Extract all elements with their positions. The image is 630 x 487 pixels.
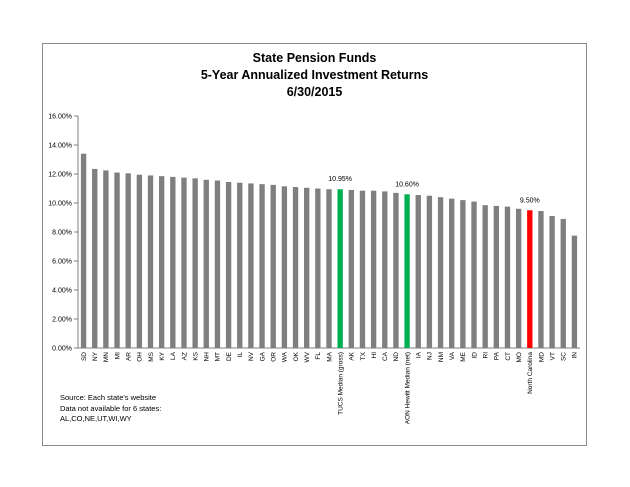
x-category-label: HI [370, 352, 378, 359]
x-category-label: GA [259, 352, 267, 362]
bar [360, 191, 365, 348]
title-line-1: State Pension Funds [252, 51, 377, 65]
bar [404, 194, 409, 348]
x-category-label: IN [571, 352, 579, 359]
bar [371, 191, 376, 348]
x-category-label: WA [281, 352, 289, 363]
bar [471, 202, 476, 348]
bar [349, 190, 354, 348]
bar [572, 236, 577, 348]
x-category-label: MS [147, 352, 155, 362]
y-tick-label: 8.00% [52, 229, 72, 237]
x-category-label: IL [237, 352, 245, 358]
bar [538, 211, 543, 348]
x-category-label: PA [493, 352, 501, 361]
bar [103, 170, 108, 348]
data-label: 10.95% [328, 176, 353, 184]
bar [259, 184, 264, 348]
bar [271, 185, 276, 348]
x-category-label: TX [359, 352, 367, 361]
x-category-label: AR [125, 352, 133, 362]
x-category-label: DE [225, 352, 233, 362]
bar [505, 207, 510, 348]
missing-states-line: AL,CO,NE,UT,WI,WY [60, 414, 132, 423]
y-tick-label: 2.00% [52, 316, 72, 324]
x-category-label: CA [382, 352, 390, 362]
bar [315, 189, 320, 349]
x-category-label: TUCS Median (gross) [337, 352, 345, 415]
x-category-label: SD [80, 352, 88, 362]
bar [148, 175, 153, 348]
y-tick-label: 12.00% [48, 171, 72, 179]
bar [293, 187, 298, 348]
x-category-label: KY [158, 352, 166, 361]
bar [114, 173, 119, 348]
bar [549, 216, 554, 348]
x-category-label: ND [393, 352, 401, 362]
x-category-label: IA [415, 352, 423, 359]
x-category-label: MN [103, 352, 111, 363]
x-category-label: AON Hewitt Median (net) [404, 352, 412, 425]
bar [561, 219, 566, 348]
y-tick-label: 14.00% [48, 142, 72, 150]
x-category-label: VT [549, 352, 557, 361]
x-category-label: VA [449, 352, 457, 361]
y-tick-label: 10.00% [48, 200, 72, 208]
bar [494, 206, 499, 348]
bar [248, 183, 253, 348]
bar [416, 195, 421, 348]
y-tick-label: 6.00% [52, 258, 72, 266]
bar [516, 209, 521, 348]
source-note [60, 393, 161, 425]
bar [449, 199, 454, 348]
bar [181, 178, 186, 348]
bar [226, 182, 231, 348]
bar [337, 189, 342, 348]
x-category-label: AK [348, 352, 356, 361]
x-category-label: OR [270, 352, 278, 362]
bar [81, 154, 86, 348]
y-tick-label: 0.00% [52, 345, 72, 353]
bar [92, 169, 97, 348]
bar [527, 210, 532, 348]
bar [137, 175, 142, 348]
bar [460, 200, 465, 348]
title-line-3: 6/30/2015 [286, 85, 343, 99]
bar [126, 173, 131, 348]
source-line: Source: Each state's website [60, 393, 157, 402]
x-category-label: ME [460, 352, 468, 362]
x-category-label: North Carolina [527, 352, 535, 394]
x-category-label: KS [192, 352, 200, 361]
y-tick-label: 4.00% [52, 287, 72, 295]
x-category-label: MO [515, 352, 523, 363]
x-category-label: MI [114, 352, 122, 360]
bar [192, 178, 197, 348]
x-category-label: OH [136, 352, 144, 362]
x-category-label: LA [170, 352, 178, 360]
x-category-label: MA [326, 352, 334, 362]
x-category-label: FL [315, 352, 323, 360]
x-category-label: ID [471, 352, 479, 359]
bar [438, 197, 443, 348]
x-category-label: WV [303, 352, 311, 363]
bar [382, 191, 387, 348]
bar [282, 186, 287, 348]
x-category-label: MT [214, 352, 222, 362]
x-category-label: NY [92, 352, 100, 362]
bar [159, 176, 164, 348]
x-category-label: AZ [181, 352, 189, 361]
x-category-label: NJ [426, 352, 434, 360]
title-line-2: 5-Year Annualized Investment Returns [200, 68, 429, 82]
bar [427, 196, 432, 348]
x-category-label: CT [504, 352, 512, 361]
x-category-label: SC [560, 352, 568, 362]
data-label: 9.50% [519, 197, 540, 205]
bar [215, 181, 220, 348]
x-category-label: NV [248, 352, 256, 362]
bar [237, 183, 242, 348]
bar [170, 177, 175, 348]
x-category-label: OK [292, 352, 300, 362]
missing-data-line: Data not available for 6 states: [60, 403, 162, 413]
data-label: 10.60% [395, 181, 419, 189]
x-category-label: NH [203, 352, 211, 362]
bar [326, 189, 331, 348]
y-tick-label: 16.00% [48, 113, 72, 121]
x-category-label: RI [482, 352, 490, 359]
x-category-label: NM [437, 352, 445, 363]
x-category-label: MD [538, 352, 546, 363]
bar [204, 180, 209, 348]
bar [483, 205, 488, 348]
bar [304, 188, 309, 348]
bar [393, 193, 398, 348]
